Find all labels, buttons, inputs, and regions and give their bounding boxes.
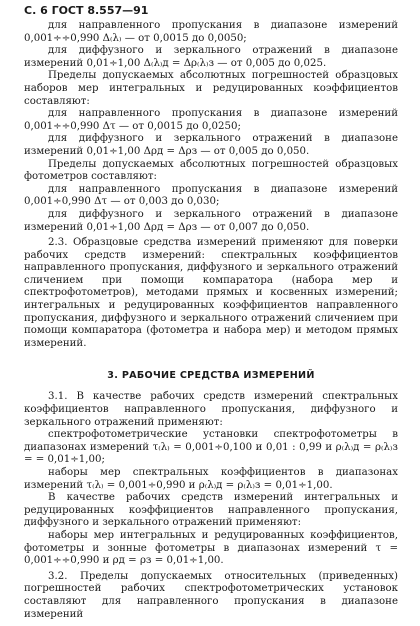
paragraph-reflection-spectral-error: для диффузного и зеркального отражений в диапазоне измерений 0,01÷1,00 Δ₍λ₎д = Δρ₍λ₎з — от 0,005 до 0,025. [24, 45, 398, 69]
page-header: С. 6 ГОСТ 8.557—91 [24, 4, 149, 17]
paragraph-measure-sets-intro: Пределы допускаемых абсолютных погрешностей образцовых наборов мер интегральных и редуцированных коэффициентов составляют: [24, 70, 398, 107]
paragraph-3-1: 3.1. В качестве рабочих средств измерений спектральных коэффициентов направленного пропускания, диффузного и зеркального отражений применяют: [24, 391, 398, 428]
paragraph-transmission-spectral-error: для направленного пропускания в диапазоне измерений 0,001÷÷0,990 Δ₍λ₎ — от 0,0015 до 0,0050; [24, 20, 398, 44]
paragraph-measure-sets-transmission: для направленного пропускания в диапазоне измерений 0,001÷÷0,990 Δτ — от 0,0015 до 0,0250; [24, 108, 398, 132]
paragraph-2-3: 2.3. Образцовые средства измерений применяют для поверки рабочих средств измерений: спектральных коэффициентов направленного пропускания, диффузного и зеркального отражений сличением при помощи компаратора (набора мер и спектрофотометров), методами прямых и косвенных измерений; интегральных и редуцированных коэффициентов направленного пропускания, диффузного и зеркального отражений сличением при помощи компаратора (фотометра и набора мер) и методом прямых измерений. [24, 237, 398, 349]
paragraph-photometers-transmission: для направленного пропускания в диапазоне измерений 0,001÷0,990 Δτ — от 0,003 до 0,030; [24, 183, 398, 208]
paragraph-integral-measure-sets: наборы мер интегральных и редуцированных коэффициентов, фотометры и зонные фотометры в диапазонах измерений τ = 0,001÷÷0,990 и ρд = ρз = 0,01÷1,00. [24, 529, 398, 567]
paragraph-integral-working-means-intro: В качестве рабочих средств измерений интегральных и редуцированных коэффициентов направленного пропускания, диффузного и зеркального отражений применяют: [24, 492, 398, 529]
paragraph-spectrophotometric-installations: спектрофотометрические установки спектрофотометры в диапазонах измерений τ₍λ₎ = 0,001÷0,100 и 0,01 : 0,99 и ρ₍λ₎д = ρ₍λ₎з = = 0,01÷1,00; [24, 429, 398, 466]
paragraph-photometers-reflection: для диффузного и зеркального отражений в диапазоне измерений 0,01÷1,00 Δρд = Δρз — от 0,007 до 0,050. [24, 208, 398, 233]
paragraph-measure-sets-reflection: для диффузного и зеркального отражений в диапазоне измерений 0,01÷1,00 Δρд = Δρз — от 0,005 до 0,050. [24, 133, 398, 157]
paragraph-spectral-measure-sets: наборы мер спектральных коэффициентов в диапазонах измерений τ₍λ₎ = 0,001÷0,990 и ρ₍λ₎д = ρ₍λ₎з = 0,01÷1,00. [24, 467, 398, 491]
paragraph-photometers-intro: Пределы допускаемых абсолютных погрешностей образцовых фотометров составляют: [24, 158, 398, 183]
section-title: 3. РАБОЧИЕ СРЕДСТВА ИЗМЕРЕНИЙ [107, 370, 315, 382]
paragraph-3-2: 3.2. Пределы допускаемых относительных (приведенных) погрешностей рабочих спектрофотометрических установок составляют для направленного пропускания в диапазоне измерений [24, 570, 398, 620]
